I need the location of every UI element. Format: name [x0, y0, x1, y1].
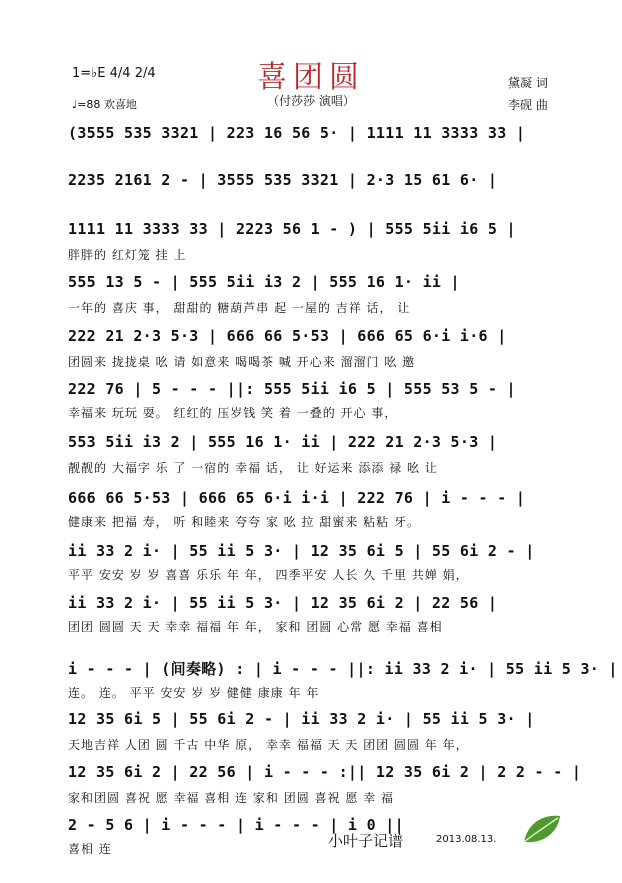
- score-row-notes: 222 76 | 5 - - - ||: 555 5ii i6 5 | 555 53 5 - |: [68, 380, 516, 398]
- score-row-notes: 2 - 5 6 | i - - - | i - - - | i 0 ||: [68, 816, 404, 834]
- score-row-notes: 12 35 6i 2 | 22 56 | i - - - :|| 12 35 6i 2 | 2 2 - - |: [68, 763, 582, 781]
- score-row-lyrics: 喜相 连: [68, 842, 112, 856]
- score-row-notes: 553 5ii i3 2 | 555 16 1· ii | 222 21 2·3 5·3 |: [68, 433, 498, 451]
- score-row-notes: 2235 2161 2 - | 3555 535 3321 | 2·3 15 61 6· |: [68, 171, 498, 189]
- score-row-lyrics: 家和团圆 喜祝 愿 幸福 喜相 连 家和 团圆 喜祝 愿 幸 福: [68, 791, 394, 805]
- score-row-notes: ii 33 2 i· | 55 ii 5 3· | 12 35 6i 2 | 22 56 |: [68, 594, 498, 612]
- score-row-lyrics: 天地吉祥 人团 圆 千古 中华 原， 幸幸 福福 天 天 团团 圆圆 年 年，: [68, 738, 469, 752]
- key-signature: 1=♭E 4/4 2/4: [72, 66, 156, 81]
- score-row-notes: (3555 535 3321 | 223 16 56 5· | 1111 11 3333 33 |: [68, 124, 526, 142]
- score-row-notes: 12 35 6i 5 | 55 6i 2 - | ii 33 2 i· | 55 ii 5 3· |: [68, 710, 535, 728]
- date: 2013.08.13.: [436, 834, 497, 845]
- score-row-notes: ii 33 2 i· | 55 ii 5 3· | 12 35 6i 5 | 55 6i 2 - |: [68, 542, 535, 560]
- tempo-marking: ♩=88 欢喜地: [72, 98, 137, 111]
- score-row-lyrics: 靓靓的 大福字 乐 了 一宿的 幸福 话， 让 好运来 添添 禄 吆 让: [68, 461, 438, 475]
- score-row-notes: 666 66 5·53 | 666 65 6·i i·i | 222 76 | i - - - |: [68, 489, 526, 507]
- score-row-lyrics: 胖胖的 红灯笼 挂 上: [68, 248, 187, 262]
- leaf-icon: [520, 812, 564, 846]
- score-row-notes: 555 13 5 - | 555 5ii i3 2 | 555 16 1· ii |: [68, 273, 460, 291]
- score-row-lyrics: 团团 圆圆 天 天 幸幸 福福 年 年， 家和 团圆 心常 愿 幸福 喜相: [68, 620, 443, 634]
- score-row-lyrics: 幸福来 玩玩 耍。 红红的 压岁钱 笑 着 一叠的 开心 事，: [68, 406, 398, 420]
- score-row-lyrics: 一年的 喜庆 事， 甜甜的 糖葫芦串 起 一屋的 吉祥 话， 让: [68, 301, 411, 315]
- page-title: 喜团圆: [257, 60, 365, 95]
- score-row-lyrics: 团圆来 拢拢桌 吆 请 如意来 喝喝茶 喊 开心来 溜溜门 吆 邀: [68, 355, 416, 369]
- signature: 小叶子记谱: [328, 832, 404, 850]
- score-row-lyrics: 健康来 把福 寿， 听 和睦来 夸夸 家 吆 拉 甜蜜来 粘粘 牙。: [68, 515, 420, 529]
- composer: 李砚 曲: [508, 98, 548, 112]
- score-row-notes: 1111 11 3333 33 | 2223 56 1 - ) | 555 5ii i6 5 |: [68, 220, 516, 238]
- lyricist: 黛凝 词: [508, 76, 548, 90]
- score-row-lyrics: 连。 连。 平平 安安 岁 岁 健健 康康 年 年: [68, 686, 320, 700]
- score-row-notes: 222 21 2·3 5·3 | 666 66 5·53 | 666 65 6·i i·6 |: [68, 327, 507, 345]
- subtitle: （付莎莎 演唱）: [267, 94, 355, 108]
- score-row-notes: i - - - | (间奏略) : | i - - - ||: ii 33 2 i· | 55 ii 5 3· |: [68, 660, 618, 678]
- score-row-lyrics: 平平 安安 岁 岁 喜喜 乐乐 年 年， 四季平安 人长 久 千里 共婵 娟，: [68, 568, 469, 582]
